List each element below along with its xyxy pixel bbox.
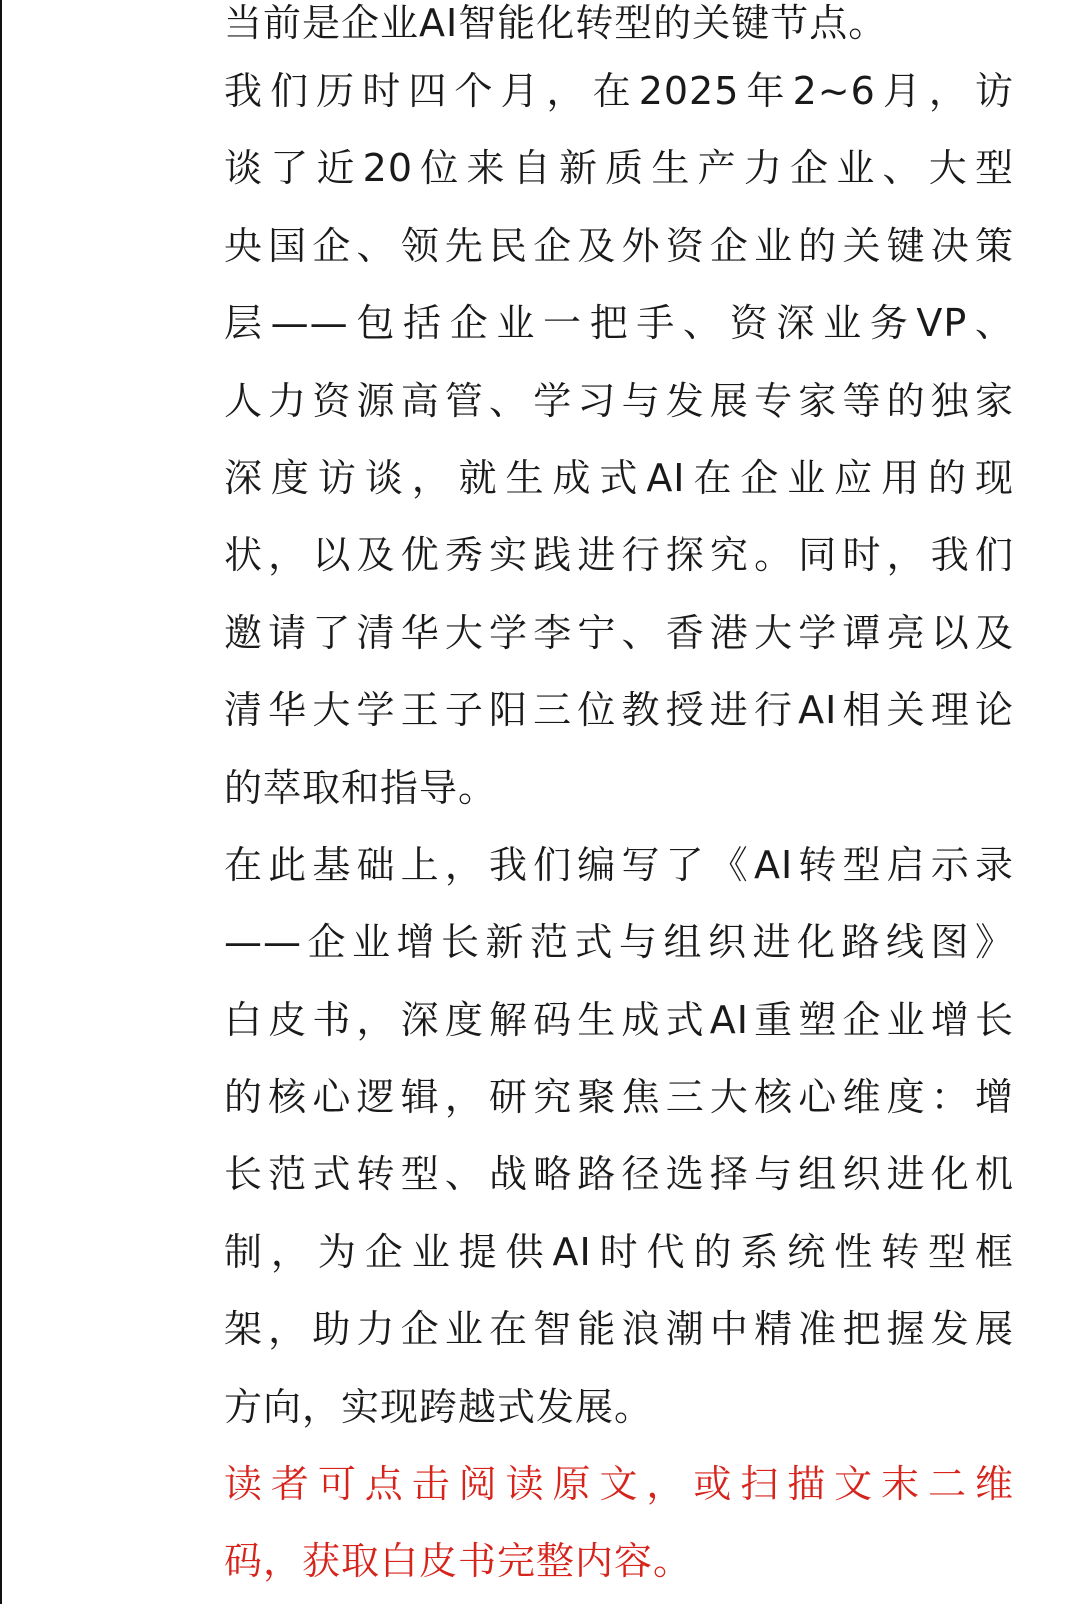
- paragraph-line: 的萃取和指导。: [224, 765, 498, 810]
- paragraph-line: 邀请了清华大学李宁、香港大学谭亮以及: [224, 610, 1014, 655]
- paragraph-line: 的核心逻辑，研究聚焦三大核心维度：增: [224, 1075, 1014, 1120]
- paragraph-line: ——企业增长新范式与组织进化路线图》: [224, 920, 1014, 965]
- paragraph-line: 我们历时四个月，在2025年2~6月，访: [224, 69, 1014, 113]
- call-to-action-line: 码，获取白皮书完整内容。: [224, 1539, 693, 1584]
- paragraph-line: 央国企、领先民企及外资企业的关键决策: [224, 223, 1014, 268]
- paragraph-line: 层——包括企业一把手、资深业务VP、: [224, 301, 1014, 346]
- paragraph-line: 谈了近20位来自新质生产力企业、大型: [224, 146, 1014, 191]
- paragraph-line: 清华大学王子阳三位教授进行AI相关理论: [224, 688, 1014, 733]
- paragraph-line: 当前是企业AI智能化转型的关键节点。: [224, 1, 888, 45]
- paragraph-line: 长范式转型、战略路径选择与组织进化机: [224, 1152, 1014, 1197]
- article-body: [224, 0, 1014, 1616]
- paragraph-line: 白皮书，深度解码生成式AI重塑企业增长: [224, 997, 1014, 1042]
- paragraph-line: 在此基础上，我们编写了《AI转型启示录: [224, 842, 1014, 887]
- paragraph-line: 制，为企业提供AI时代的系统性转型框: [224, 1229, 1014, 1274]
- left-border-rule: [0, 0, 2, 1604]
- paragraph-line: 深度访谈，就生成式AI在企业应用的现: [224, 455, 1014, 500]
- paragraph-line: 状，以及优秀实践进行探究。同时，我们: [224, 533, 1014, 578]
- paragraph-line: 人力资源高管、学习与发展专家等的独家: [224, 378, 1014, 423]
- paragraph-line: 方向，实现跨越式发展。: [224, 1384, 654, 1429]
- paragraph-line: 架，助力企业在智能浪潮中精准把握发展: [224, 1307, 1014, 1352]
- call-to-action-line: 读者可点击阅读原文，或扫描文末二维: [224, 1462, 1014, 1507]
